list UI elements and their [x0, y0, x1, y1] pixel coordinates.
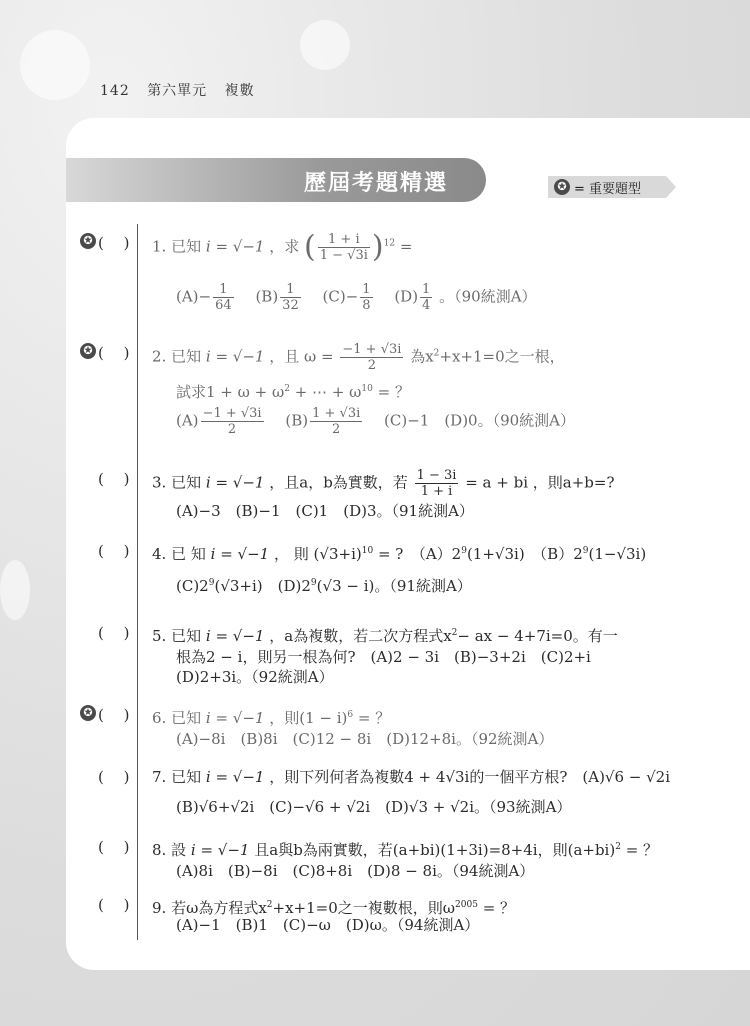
question-text: 3. 已知 i = √−1 ，且a，b為實數，若 $\frac{1 - 3i}{1 + i}$ = a + bi ，則a+b=? — [152, 468, 615, 499]
chapter-label: 複數 — [224, 83, 255, 99]
running-header — [100, 80, 267, 100]
question-text: 6. 已知 i = √−1 ，則$(1 - i)^6$ = ？ — [152, 709, 391, 727]
decor-circle — [300, 20, 350, 70]
unit-label: 第六單元 — [147, 83, 208, 99]
page-number: 142 — [100, 83, 130, 99]
answer-blank[interactable]: ( ) — [98, 838, 130, 856]
question-text: 7. 已知 i = √−1 ，則下列何者為複數4 + 4√3i的一個平方根? (A)√6 − √2i — [152, 768, 671, 786]
question-line: 根為2 − i，則另一根為何? (A)2 − 3i (B)−3+2i (C)2+i — [176, 648, 591, 666]
answer-blank[interactable]: ( ) — [98, 624, 130, 642]
answer-blank[interactable]: ( ) — [98, 706, 130, 724]
answer-blank[interactable]: ( ) — [98, 768, 130, 786]
question-text: 9. 若ω為方程式$x^2+x+1=0$之一複數根，則$\omega^{2005}$ = ？ — [152, 899, 516, 917]
answer-blank[interactable]: ( ) — [98, 234, 130, 252]
question-options: (A)−3 (B)−1 (C)1 (D)3。（91統測A） — [176, 502, 474, 520]
question-line: 試求$1 + \omega + \omega^2$ + ⋯ + $\omega^{10}$ = ？ — [176, 383, 410, 401]
question-text: 2. 已知 i = √−1 ，且 ω = $\frac{-1 + √3i}{2}$ 為$x^2+x+1=0$之一根， — [152, 342, 565, 373]
question-options: (A)− $\frac{1}{64}$ (B) $\frac{1}{32}$ (C)− $\frac{1}{8}$ (D) $\frac{1}{4}$ 。（90統測A） — [176, 282, 537, 313]
question-options: (B)√6+√2i (C)−√6 + √2i (D)√3 + √2i。（93統測A） — [176, 798, 572, 816]
answer-blank[interactable]: ( ) — [98, 470, 130, 488]
section-title: 歷屆考題精選 — [303, 171, 448, 196]
question-options: (A)−8i (B)8i (C)12 − 8i (D)12+8i。（92統測A） — [176, 730, 554, 748]
question-line: (D)2+3i。（92統測A） — [176, 668, 334, 686]
divider-line — [137, 224, 138, 940]
legend-important — [548, 176, 666, 198]
question-text: 8. 設 i = √−1 且a與b為兩實數，若(a+bi)(1+3i)=8+4i，則$(a+bi)^2$ = ？ — [152, 841, 659, 859]
star-icon: ✪ — [80, 233, 96, 249]
fraction: $\frac{1 + i}{1 - √3i}$ — [319, 232, 368, 263]
answer-blank[interactable]: ( ) — [98, 344, 130, 362]
question-text: 5. 已知 i = √−1 ，a為複數，若二次方程式$x^2-$ ax − 4+7i=0。有一 — [152, 627, 618, 645]
star-icon: ✪ — [554, 179, 570, 195]
question-text: 1. 已知 i = √−1 ，求 ( $\frac{1 + i}{1 - √3i}$ )$^{12}$ = — [152, 229, 413, 265]
star-icon: ✪ — [80, 705, 96, 721]
answer-blank[interactable]: ( ) — [98, 542, 130, 560]
question-text: 4. 已 知 i = √−1 ， 則 $(√3+i)^{10}$ = ? $(A)2^9(1+√3i)$ $(B)2^9(1-√3i)$ — [152, 545, 647, 563]
answer-blank[interactable]: ( ) — [98, 896, 130, 914]
section-banner — [66, 158, 486, 202]
decor-circle — [20, 30, 90, 100]
question-options: (A)−1 (B)1 (C)−ω (D)ω。（94統測A） — [176, 916, 480, 934]
question-options: (A) $\frac{-1 + √3i}{2}$ (B) $\frac{1 + √3i}{2}$ (C)−1 (D)0。（90統測A） — [176, 406, 576, 437]
legend-text: = 重要題型 — [574, 181, 642, 197]
star-icon: ✪ — [80, 343, 96, 359]
question-options: $(C)2^9(√3+i)$ $(D)2^9(√3 - i)$。（91統測A） — [176, 577, 472, 595]
question-options: (A)8i (B)−8i (C)8+8i (D)8 − 8i。（94統測A） — [176, 862, 535, 880]
decor-circle — [0, 560, 30, 620]
